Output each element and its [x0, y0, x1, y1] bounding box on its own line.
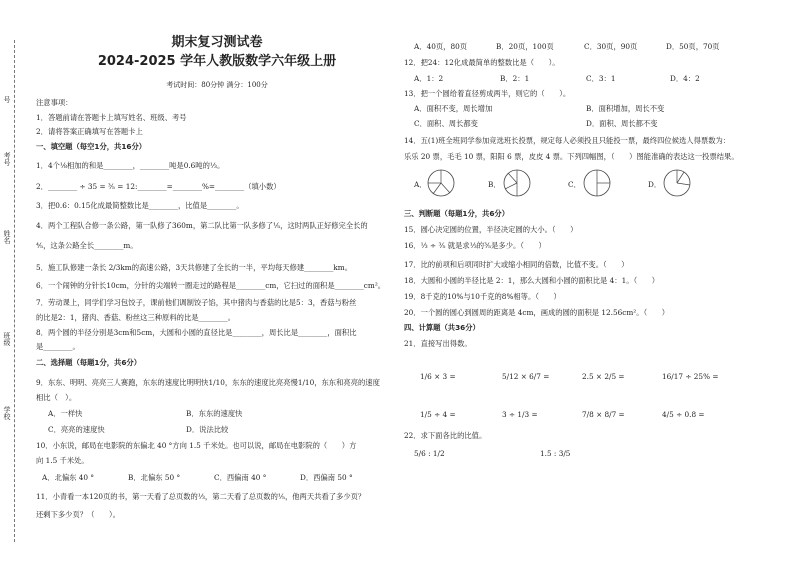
question-7: 7．劳动课上，同学们学习包饺子，课前他们调制饺子馅，其中猪肉与香菇的比是5：3，香菇与粉丝	[36, 298, 357, 307]
choice-option: A．1：2	[414, 74, 444, 83]
calc-item: 7/8 × 8/7 =	[582, 410, 625, 419]
question-22: 22．求下面各比的比值。	[404, 431, 487, 440]
binding-margin	[0, 0, 28, 562]
ratio-item: 1.5 : 3/5	[540, 449, 571, 458]
question-9-cont: 相比（ ）。	[36, 393, 77, 402]
calc-item: 4/5 ÷ 0.8 =	[662, 410, 705, 419]
calc-item: 16/17 ÷ 25% =	[662, 372, 719, 381]
question-14-cont: 乐乐 20 票，毛毛 10 票，阳阳 6 票，皮皮 4 票。下列四幅图，（ ）图能准确的表达这一投票结果。	[404, 152, 739, 161]
question-7-cont: 的比是2：1，猪肉、香菇、粉丝这三种原料的比是________。	[36, 313, 236, 322]
choice-option: A．40页，80页	[414, 42, 468, 51]
calc-item: 2.5 × 2/5 =	[582, 372, 625, 381]
question-2: 2．________ ÷ 35 = ⅗ = 12:________=________%=________（填小数）	[36, 182, 281, 191]
pie-option-b	[502, 168, 532, 198]
section3-heading: 三、判断题（每题1分，共6分）	[404, 209, 510, 218]
choice-option: D．面积、周长都不变	[586, 119, 658, 128]
judge-item: 20．一个圆的圆心到圆周的距离是 4cm，画成的圆的面积是 12.56cm²。（ ）	[404, 308, 670, 317]
judge-item: 17．比的前项和后项同时扩大或缩小相同的倍数，比值不变。（ ）	[404, 260, 629, 269]
choice-option: B．面积增加，周长不变	[586, 104, 665, 113]
choice-option: B．	[488, 180, 501, 189]
judge-item: 16．⅓ ÷ ⅗ 就是求⅓的⅗是多少。（ ）	[404, 241, 546, 250]
pie-option-c	[582, 168, 612, 198]
pie-option-d	[662, 168, 692, 198]
question-11: 11．小青看一本120页的书，第一天看了总页数的⅓，第二天看了总页数的⅕，他两天共看了多少页？	[36, 492, 366, 501]
calc-item: 5/12 × 6/7 =	[502, 372, 550, 381]
seal-label-school: 学校	[3, 406, 11, 420]
choice-option: A．一样快	[48, 409, 83, 418]
note-item: 2．请将答案正确填写在答题卡上	[36, 127, 143, 136]
choice-option: A．	[414, 180, 427, 189]
choice-option: C．	[568, 180, 581, 189]
choice-option: B．北偏东 50 °	[128, 473, 181, 482]
exam-info: 考试时间：80分钟 满分：100分	[166, 81, 268, 89]
question-5: 5．施工队修建一条长 2/3km的高速公路，3天共修建了全长的一半，平均每天修建________km。	[36, 263, 353, 272]
question-8-cont: 是________。	[36, 342, 80, 351]
question-13: 13．把一个圆给着直径剪成两半，则它的（ ）。	[404, 89, 571, 98]
notes-heading: 注意事项：	[36, 98, 73, 107]
fold-line	[14, 40, 15, 542]
question-6: 6．一个闹钟的分针长10cm，分针的尖端转一圈走过的路程是________cm，它扫过的面积是________cm²。	[36, 281, 386, 290]
section4-heading: 四、计算题（共36分）	[404, 323, 480, 332]
seal-label: 号	[3, 96, 11, 103]
question-4: 4．两个工程队合修一条公路，第一队修了360m，第二队比第一队多修了⅕，这时两队正好修完全长的	[36, 221, 368, 230]
question-9: 9．东东、明明、亮亮三人赛跑，东东的速度比明明快1/10，东东的速度比亮亮慢1/10，东东和亮亮的速度	[36, 378, 380, 387]
seal-label-class: 班级	[3, 332, 11, 346]
question-12: 12．把24：12化成最简单的整数比是（ ）。	[404, 58, 560, 67]
question-4-cont: ⅘，这条公路全长________m。	[36, 241, 138, 250]
question-8: 8．两个圆的半径分别是3cm和5cm，大圆和小圆的直径比是________，周长比是________，面积比	[36, 328, 357, 337]
question-3: 3．把0.6：0.15化成最简整数比是________，比值是________。	[36, 201, 244, 210]
ratio-item: 5/6 : 1/2	[414, 449, 445, 458]
judge-item: 19．8千克的10%与10千克的8%相等。（ ）	[404, 292, 561, 301]
judge-item: 15．圆心决定圆的位置，半径决定圆的大小。（ ）	[404, 225, 578, 234]
choice-option: B．20页，100页	[496, 42, 554, 51]
choice-option: B．东东的速度快	[186, 409, 243, 418]
question-21: 21．直接写出得数。	[404, 339, 472, 348]
exam-title: 期末复习测试卷	[171, 35, 263, 50]
choice-option: D．说法比较	[186, 425, 229, 434]
choice-option: C．30页，90页	[584, 42, 638, 51]
choice-option: D．	[648, 180, 662, 189]
question-10-cont: 向 1.5 千米处。	[36, 456, 89, 465]
choice-option: D．4：2	[670, 74, 700, 83]
choice-option: C．亮亮的速度快	[48, 425, 105, 434]
exam-subtitle: 2024-2025 学年人教版数学六年级上册	[97, 54, 337, 69]
choice-option: A．北偏东 40 °	[42, 473, 95, 482]
question-10: 10．小东说，邮局在电影院的东偏北 40 °方向 1.5 千米处。也可以说，邮局在电影院的（ ）方	[36, 441, 357, 450]
choice-option: B．2：1	[500, 74, 530, 83]
choice-option: C．面积、周长都变	[414, 119, 478, 128]
calc-item: 1/6 × 3 =	[420, 372, 456, 381]
calc-item: 1/5 ÷ 4 =	[420, 410, 456, 419]
question-1: 1．4个⅛相加的和是________，________吨是0.6吨的⅓。	[36, 161, 225, 170]
choice-option: D．50页，70页	[666, 42, 720, 51]
choice-option: C．西偏南 40 °	[214, 473, 267, 482]
section2-heading: 二、选择题（每题1分，共6分）	[36, 358, 142, 367]
choice-option: C．3：1	[586, 74, 616, 83]
seal-label-name: 姓名	[3, 230, 11, 244]
calc-item: 3 ÷ 1/3 =	[502, 410, 538, 419]
section1-heading: 一、填空题（每空1分，共16分）	[36, 142, 147, 151]
judge-item: 18．大圆和小圆的半径比是 2：1，那么大圆和小圆的面积比是 4：1。（ ）	[404, 276, 660, 285]
choice-option: D．西偏南 50 °	[300, 473, 353, 482]
pie-option-a	[426, 168, 456, 198]
question-14: 14．五(1)班全班同学参加竞选班长投票，规定每人必须投且只能投一票，最终四位候选人得票数为：	[404, 136, 731, 145]
seal-label-exam-number: 考号	[3, 152, 11, 166]
question-11-cont: 还剩下多少页？（ ）。	[36, 510, 120, 519]
choice-option: A．面积不变，周长增加	[414, 104, 493, 113]
note-item: 1．答题前请在答题卡上填写姓名、班级、考号	[36, 113, 187, 122]
